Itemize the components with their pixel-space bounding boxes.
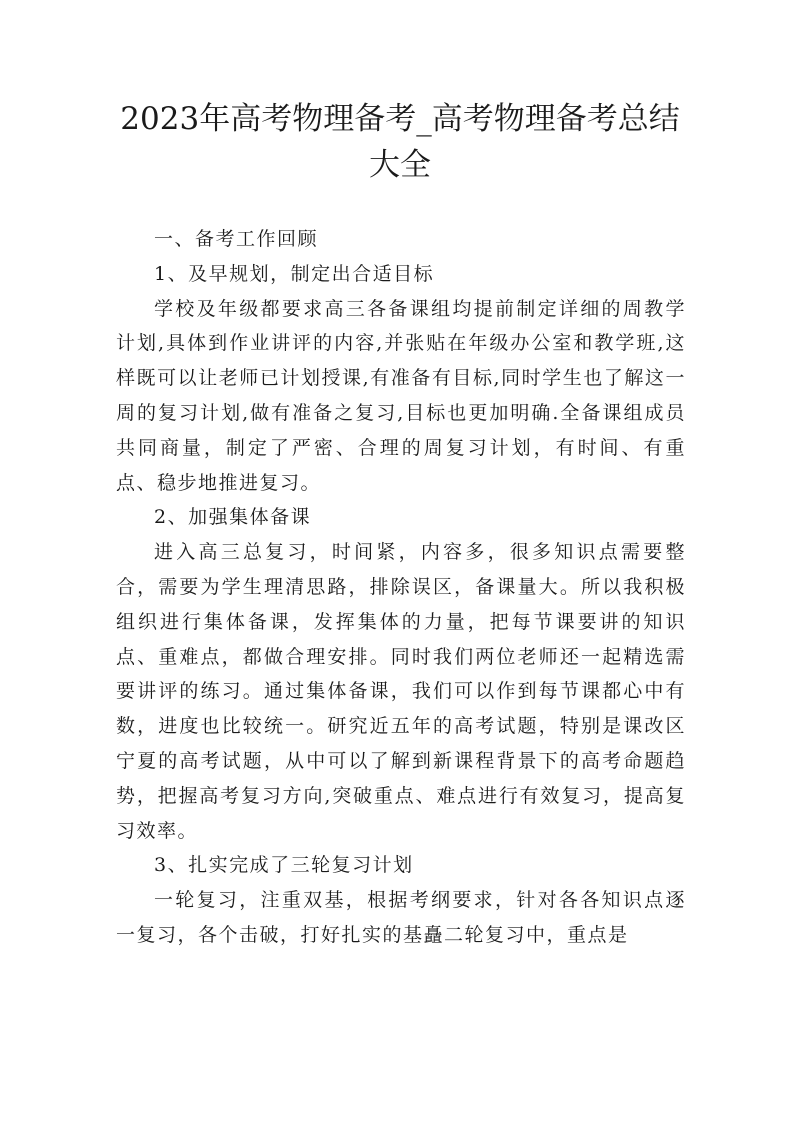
subsection-heading: 3、扎实完成了三轮复习计划 [154,854,414,877]
body-paragraph: 进入高三总复习，时间紧，内容多，很多知识点需要整合，需要为学生理清思路，排除误区，备课量大。所以我积极组织进行集体备课，发挥集体的力量，把每节课要讲的知识点、重难点，都做合理安排。同时我们两位老师还一起精选需要讲评的练习。通过集体备课，我们可以作到每节课都心中有数，进度也比较统一。研究近五年的高考试题，特别是课改区宁夏的高考试题，从中可以了解到新课程背景下的高考命题趋势，把握高考复习方向,突破重点、难点进行有效复习，提高复习效率。 [116,541,686,842]
document-body [116,222,686,953]
document-title: 2023年高考物理备考_高考物理备考总结大全 [120,101,680,183]
subsection-heading: 1、及早规划，制定出合适目标 [154,262,435,285]
subsection-heading: 2、加强集体备课 [154,506,312,529]
body-paragraph: 学校及年级都要求高三各备课组均提前制定详细的周教学计划,具体到作业讲评的内容,并张贴在年级办公室和教学班,这样既可以让老师已计划授课,有准备有目标,同时学生也了解这一周的复习计划,做有准备之复习,目标也更加明确.全备课组成员共同商量，制定了严密、合理的周复习计划，有时间、有重点、稳步地推进复习。 [116,297,686,494]
section-heading: 一、备考工作回顾 [154,228,319,250]
body-paragraph: 一轮复习，注重双基，根据考纲要求，针对各各知识点逐一复习，各个击破，打好扎实的基矗二轮复习中，重点是 [116,889,686,946]
